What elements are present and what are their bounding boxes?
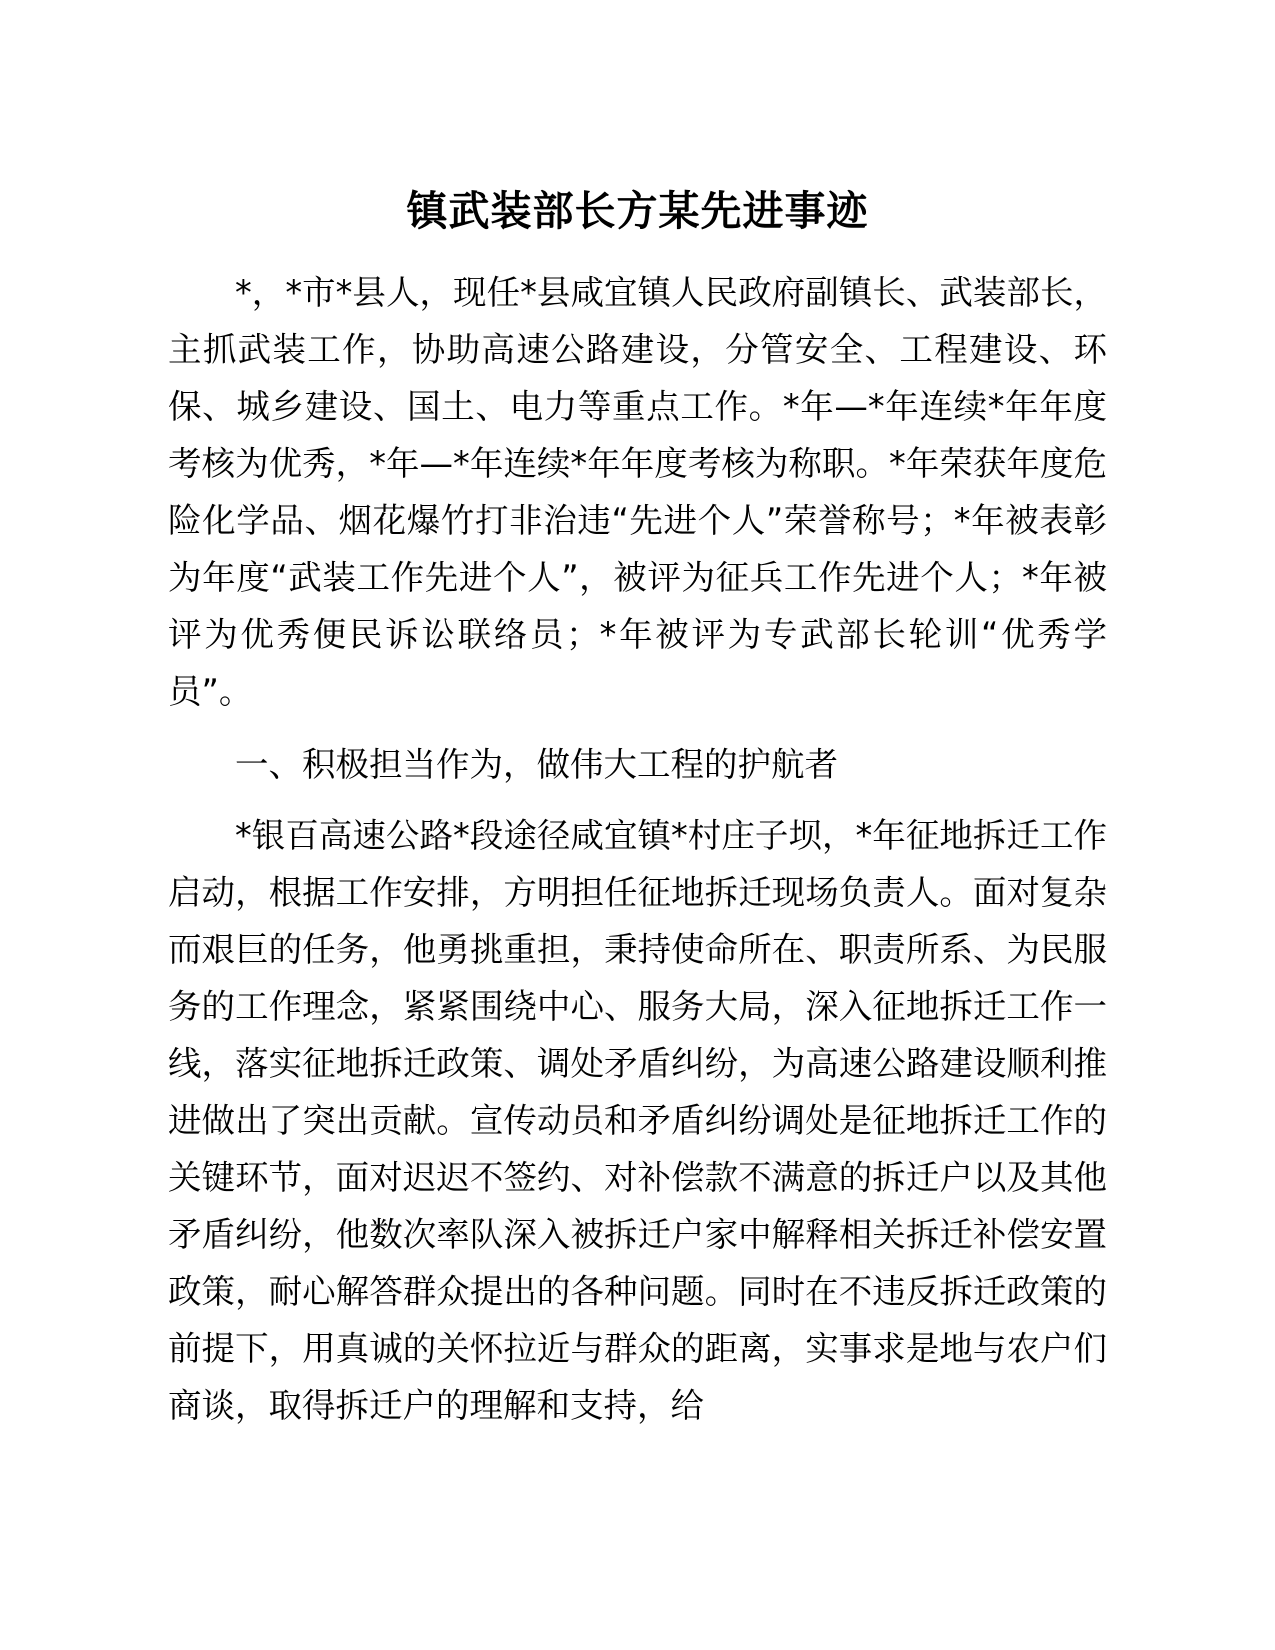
page-title: 镇武装部长方某先进事迹 (406, 187, 869, 235)
paragraph-intro: *，*市*县人，现任*县咸宜镇人民政府副镇长、武装部长，主抓武装工作，协助高速公路建设，分管安全、工程建设、环保、城乡建设、国土、电力等重点工作。*年—*年连续*年年度考核为优秀，*年—*年连续*年年度考核为称职。*年荣获年度危险化学品、烟花爆竹打非治违“先进个人”荣誉称号；*年被表彰为年度“武装工作先进个人”，被评为征兵工作先进个人；*年被评为优秀便民诉讼联络员；*年被评为专武部长轮训“优秀学员”。 (168, 273, 1107, 712)
paragraph-section-one-body: *银百高速公路*段途径咸宜镇*村庄子坝，*年征地拆迁工作启动，根据工作安排，方明担任征地拆迁现场负责人。面对复杂而艰巨的任务，他勇挑重担，秉持使命所在、职责所系、为民服务的工作理念，紧紧围绕中心、服务大局，深入征地拆迁工作一线，落实征地拆迁政策、调处矛盾纠纷，为高速公路建设顺利推进做出了突出贡献。宣传动员和矛盾纠纷调处是征地拆迁工作的关键环节，面对迟迟不签约、对补偿款不满意的拆迁户以及其他矛盾纠纷，他数次率队深入被拆迁户家中解释相关拆迁补偿安置政策，耐心解答群众提出的各种问题。同时在不违反拆迁政策的前提下，用真诚的关怀拉近与群众的距离，实事求是地与农户们商谈，取得拆迁户的理解和支持，给 (168, 816, 1107, 1426)
section-heading-one: 一、积极担当作为，做伟大工程的护航者 (235, 745, 838, 785)
